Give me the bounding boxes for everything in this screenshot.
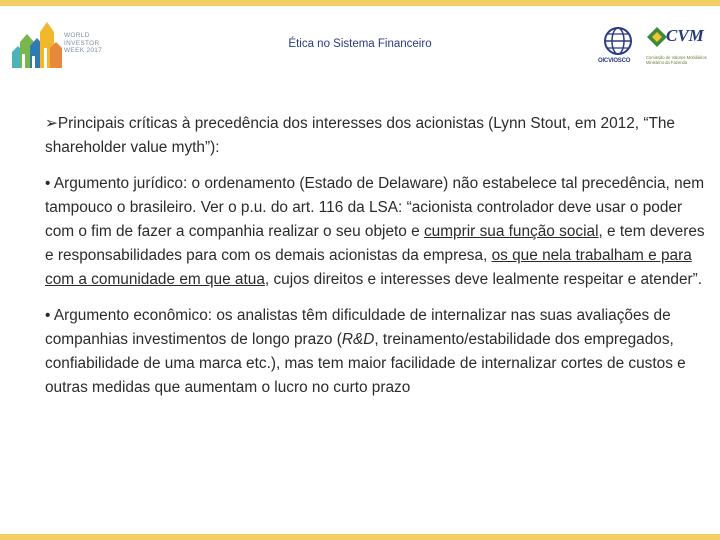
legal-text-3: , cujos direitos e interesses deve lealmente respeitar e atender”. — [264, 271, 703, 288]
legal-underlined-1: cumprir sua função social — [423, 223, 599, 240]
intro-paragraph: ➢Principais críticas à precedência dos interesses dos acionistas (Lynn Stout, em 2012, “The shareholder value myth”): — [45, 115, 675, 156]
economic-argument-paragraph — [45, 304, 705, 400]
legal-text-1: • Argumento jurídico: o ordenamento (Estado de Delaware) não estabelece tal precedência, nem tampouco o brasileiro. Ver o p.u. do art. 116 da LSA: “acionista controlador deve usar o poder com o fim de fazer a companhia realizar o seu objeto e — [45, 175, 705, 240]
cvm-diamond-icon — [646, 26, 668, 48]
legal-argument-paragraph — [45, 172, 705, 292]
economic-italic-1: R&D — [341, 331, 375, 348]
economic-text-1: • Argumento econômico: os analistas têm dificuldade de internalizar nas suas avaliações de companhias investimentos de longo prazo ( — [45, 307, 671, 348]
legal-text-2: , e tem deveres e responsabilidades para com os demais acionistas da empresa, — [45, 223, 705, 264]
wiw-logo-text: WORLD INVESTOR WEEK 2017 — [64, 32, 103, 54]
bottom-frame-bar — [0, 534, 720, 540]
slide-header — [0, 6, 720, 84]
iosco-logo-text: OICVIOSCO — [598, 58, 631, 64]
header-title: Ética no Sistema Financeiro — [288, 38, 432, 50]
economic-text-2: , treinamento/estabilidade dos empregados, confiabilidade de uma marca etc.), mas tem maior facilidade de internalizar cortes de custos e outras medidas que aumentam o lucro no curto prazo — [45, 331, 686, 396]
cvm-logo-name: CVM — [666, 26, 704, 45]
slide-body — [45, 112, 705, 400]
cvm-logo-subtitle: Comissão de Valores Mobiliários Ministério da Fazenda — [646, 55, 707, 65]
legal-underlined-2: os que nela trabalham e para com a comunidade em que atua — [45, 247, 692, 288]
cvm-logo — [644, 24, 714, 70]
